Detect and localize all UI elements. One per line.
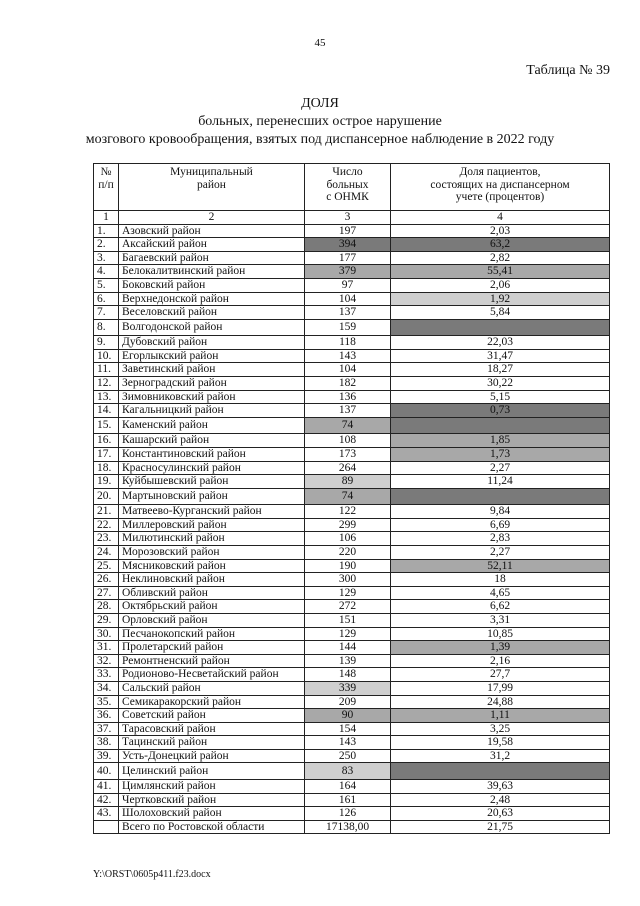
patient-count: 104 [305, 363, 391, 377]
district-name: Сальский район [119, 681, 305, 695]
table-row [94, 251, 610, 265]
table-row [94, 306, 610, 320]
table-row [94, 559, 610, 573]
district-name: Зимовниковский район [119, 390, 305, 404]
patient-count: 161 [305, 793, 391, 807]
table-row [94, 709, 610, 723]
patient-count: 97 [305, 278, 391, 292]
column-number: 2 [119, 211, 305, 225]
row-number: 8. [94, 319, 119, 336]
row-number: 12. [94, 377, 119, 391]
row-number: 18. [94, 461, 119, 475]
dispensary-share: 1,73 [391, 447, 610, 461]
row-number: 3. [94, 251, 119, 265]
dispensary-share: 19,58 [391, 736, 610, 750]
row-number: 21. [94, 505, 119, 519]
column-numbers-row [94, 211, 610, 225]
district-name: Константиновский район [119, 447, 305, 461]
district-name: Веселовский район [119, 306, 305, 320]
dispensary-share: 5,84 [391, 306, 610, 320]
patient-count: 89 [305, 475, 391, 489]
total-row [94, 820, 610, 834]
dispensary-share: 20,63 [391, 807, 610, 821]
header-row [94, 164, 610, 211]
table-row [94, 681, 610, 695]
district-name: Ремонтненский район [119, 654, 305, 668]
row-number: 33. [94, 668, 119, 682]
dispensary-share: 52,11 [391, 559, 610, 573]
row-number: 43. [94, 807, 119, 821]
table-number: Таблица № 39 [526, 63, 610, 78]
dispensary-share: 30,22 [391, 377, 610, 391]
dispensary-share: 2,06 [391, 278, 610, 292]
row-number: 13. [94, 390, 119, 404]
dispensary-share: 2,27 [391, 461, 610, 475]
patient-count: 250 [305, 749, 391, 763]
patient-count: 299 [305, 518, 391, 532]
row-number: 17. [94, 447, 119, 461]
patient-count: 129 [305, 586, 391, 600]
table-row [94, 627, 610, 641]
patient-count: 220 [305, 545, 391, 559]
row-number: 16. [94, 434, 119, 448]
patient-count: 118 [305, 336, 391, 350]
row-number: 27. [94, 586, 119, 600]
dispensary-share: 1,92 [391, 292, 610, 306]
dispensary-share: 9,84 [391, 505, 610, 519]
table-row [94, 749, 610, 763]
district-name: Кашарский район [119, 434, 305, 448]
row-number: 9. [94, 336, 119, 350]
patient-count: 154 [305, 722, 391, 736]
patient-count: 272 [305, 600, 391, 614]
district-name: Мартыновский район [119, 488, 305, 505]
row-number: 2. [94, 238, 119, 252]
table-row [94, 695, 610, 709]
row-number: 7. [94, 306, 119, 320]
dispensary-share: 31,2 [391, 749, 610, 763]
row-number: 19. [94, 475, 119, 489]
table-row [94, 779, 610, 793]
patient-count: 143 [305, 736, 391, 750]
table-row [94, 238, 610, 252]
district-name: Целинский район [119, 763, 305, 780]
patient-count: 106 [305, 532, 391, 546]
district-name: Обливский район [119, 586, 305, 600]
patient-count: 159 [305, 319, 391, 336]
dispensary-share: 17,99 [391, 681, 610, 695]
district-name: Волгодонской район [119, 319, 305, 336]
dispensary-share: 6,62 [391, 600, 610, 614]
district-name: Белокалитвинский район [119, 265, 305, 279]
dispensary-share [391, 417, 610, 434]
table-row [94, 807, 610, 821]
patient-count: 394 [305, 238, 391, 252]
dispensary-share: 1,11 [391, 709, 610, 723]
table-row [94, 265, 610, 279]
district-name: Дубовский район [119, 336, 305, 350]
district-name: Песчанокопский район [119, 627, 305, 641]
table-row [94, 736, 610, 750]
table-row [94, 668, 610, 682]
patient-count: 144 [305, 641, 391, 655]
patient-count: 74 [305, 417, 391, 434]
district-name: Цимлянский район [119, 779, 305, 793]
district-name: Семикаракорский район [119, 695, 305, 709]
district-name: Шолоховский район [119, 807, 305, 821]
district-name: Морозовский район [119, 545, 305, 559]
dispensary-share: 3,31 [391, 613, 610, 627]
patient-count: 173 [305, 447, 391, 461]
row-number: 29. [94, 613, 119, 627]
row-number: 25. [94, 559, 119, 573]
table-row [94, 545, 610, 559]
header-district: Муниципальный район [119, 164, 305, 211]
data-table [93, 163, 610, 834]
patient-count: 137 [305, 306, 391, 320]
district-name: Куйбышевский район [119, 475, 305, 489]
table-row [94, 447, 610, 461]
district-name: Миллеровский район [119, 518, 305, 532]
dispensary-share: 18,27 [391, 363, 610, 377]
file-path-footer: Y:\ORST\0605p411.f23.docx [93, 869, 211, 880]
district-name: Советский район [119, 709, 305, 723]
dispensary-share [391, 488, 610, 505]
row-number: 30. [94, 627, 119, 641]
patient-count: 209 [305, 695, 391, 709]
patient-count: 300 [305, 573, 391, 587]
row-number: 4. [94, 265, 119, 279]
dispensary-share: 3,25 [391, 722, 610, 736]
table-row [94, 573, 610, 587]
dispensary-share: 2,82 [391, 251, 610, 265]
district-name: Багаевский район [119, 251, 305, 265]
title-line-1: ДОЛЯ [301, 96, 339, 111]
dispensary-share: 2,27 [391, 545, 610, 559]
district-name: Каменский район [119, 417, 305, 434]
dispensary-share: 6,69 [391, 518, 610, 532]
patient-count: 90 [305, 709, 391, 723]
row-number: 6. [94, 292, 119, 306]
district-name: Егорлыкский район [119, 349, 305, 363]
table-row [94, 278, 610, 292]
district-name: Усть-Донецкий район [119, 749, 305, 763]
page-number: 45 [314, 37, 326, 49]
dispensary-share: 2,16 [391, 654, 610, 668]
dispensary-share: 5,15 [391, 390, 610, 404]
row-number: 35. [94, 695, 119, 709]
total-blank [94, 820, 119, 834]
column-number: 1 [94, 211, 119, 225]
dispensary-share: 10,85 [391, 627, 610, 641]
dispensary-share: 11,24 [391, 475, 610, 489]
table-row [94, 363, 610, 377]
dispensary-share: 18 [391, 573, 610, 587]
dispensary-share: 2,03 [391, 224, 610, 238]
table-row [94, 763, 610, 780]
patient-count: 379 [305, 265, 391, 279]
dispensary-share: 2,48 [391, 793, 610, 807]
title-line-3: мозгового кровообращения, взятых под диспансерное наблюдение в 2022 году [85, 132, 555, 147]
row-number: 37. [94, 722, 119, 736]
dispensary-share: 39,63 [391, 779, 610, 793]
district-name: Орловский район [119, 613, 305, 627]
patient-count: 137 [305, 404, 391, 418]
dispensary-share: 1,85 [391, 434, 610, 448]
district-name: Тацинский район [119, 736, 305, 750]
table-row [94, 654, 610, 668]
row-number: 41. [94, 779, 119, 793]
patient-count: 83 [305, 763, 391, 780]
district-name: Матвеево-Курганский район [119, 505, 305, 519]
row-number: 22. [94, 518, 119, 532]
dispensary-share: 63,2 [391, 238, 610, 252]
table-row [94, 292, 610, 306]
table-row [94, 319, 610, 336]
patient-count: 151 [305, 613, 391, 627]
patient-count: 139 [305, 654, 391, 668]
patient-count: 177 [305, 251, 391, 265]
table-row [94, 586, 610, 600]
patient-count: 143 [305, 349, 391, 363]
district-name: Кагальницкий район [119, 404, 305, 418]
table-row [94, 600, 610, 614]
dispensary-share: 22,03 [391, 336, 610, 350]
table-row [94, 390, 610, 404]
district-name: Тарасовский район [119, 722, 305, 736]
district-name: Мясниковский район [119, 559, 305, 573]
row-number: 26. [94, 573, 119, 587]
document-title [0, 95, 640, 149]
district-name: Чертковский район [119, 793, 305, 807]
row-number: 15. [94, 417, 119, 434]
patient-count: 197 [305, 224, 391, 238]
district-name: Заветинский район [119, 363, 305, 377]
table-row [94, 461, 610, 475]
row-number: 23. [94, 532, 119, 546]
table-row [94, 641, 610, 655]
patient-count: 339 [305, 681, 391, 695]
table-row [94, 532, 610, 546]
table-row [94, 475, 610, 489]
patient-count: 104 [305, 292, 391, 306]
patient-count: 129 [305, 627, 391, 641]
dispensary-share: 0,73 [391, 404, 610, 418]
dispensary-share: 27,7 [391, 668, 610, 682]
table-row [94, 404, 610, 418]
column-number: 3 [305, 211, 391, 225]
district-name: Зерноградский район [119, 377, 305, 391]
dispensary-share: 31,47 [391, 349, 610, 363]
row-number: 36. [94, 709, 119, 723]
row-number: 38. [94, 736, 119, 750]
district-name: Пролетарский район [119, 641, 305, 655]
patient-count: 122 [305, 505, 391, 519]
row-number: 24. [94, 545, 119, 559]
dispensary-share: 1,39 [391, 641, 610, 655]
row-number: 42. [94, 793, 119, 807]
patient-count: 108 [305, 434, 391, 448]
table-row [94, 488, 610, 505]
row-number: 34. [94, 681, 119, 695]
row-number: 28. [94, 600, 119, 614]
patient-count: 182 [305, 377, 391, 391]
table-row [94, 377, 610, 391]
header-count: Число больных с ОНМК [305, 164, 391, 211]
row-number: 40. [94, 763, 119, 780]
district-name: Неклиновский район [119, 573, 305, 587]
district-name: Азовский район [119, 224, 305, 238]
table-row [94, 613, 610, 627]
patient-count: 264 [305, 461, 391, 475]
row-number: 32. [94, 654, 119, 668]
patient-count: 136 [305, 390, 391, 404]
total-label: Всего по Ростовской области [119, 820, 305, 834]
row-number: 14. [94, 404, 119, 418]
table-row [94, 793, 610, 807]
dispensary-share: 24,88 [391, 695, 610, 709]
table-row [94, 349, 610, 363]
district-name: Верхнедонской район [119, 292, 305, 306]
dispensary-share [391, 763, 610, 780]
row-number: 5. [94, 278, 119, 292]
patient-count: 190 [305, 559, 391, 573]
patient-count: 148 [305, 668, 391, 682]
row-number: 20. [94, 488, 119, 505]
row-number: 31. [94, 641, 119, 655]
row-number: 10. [94, 349, 119, 363]
patient-count: 164 [305, 779, 391, 793]
table-row [94, 722, 610, 736]
row-number: 39. [94, 749, 119, 763]
table-row [94, 224, 610, 238]
total-count: 17138,00 [305, 820, 391, 834]
header-share: Доля пациентов, состоящих на диспансерном учете (процентов) [391, 164, 610, 211]
table-row [94, 505, 610, 519]
table-row [94, 434, 610, 448]
dispensary-share [391, 319, 610, 336]
dispensary-share: 55,41 [391, 265, 610, 279]
table-row [94, 336, 610, 350]
column-number: 4 [391, 211, 610, 225]
title-line-2: больных, перенесших острое нарушение [198, 114, 442, 129]
patient-count: 126 [305, 807, 391, 821]
district-name: Боковский район [119, 278, 305, 292]
table-row [94, 417, 610, 434]
district-name: Октябрьский район [119, 600, 305, 614]
district-name: Красносулинский район [119, 461, 305, 475]
header-number: № п/п [94, 164, 119, 211]
table-row [94, 518, 610, 532]
district-name: Милютинский район [119, 532, 305, 546]
total-share: 21,75 [391, 820, 610, 834]
district-name: Аксайский район [119, 238, 305, 252]
dispensary-share: 2,83 [391, 532, 610, 546]
row-number: 11. [94, 363, 119, 377]
dispensary-share: 4,65 [391, 586, 610, 600]
district-name: Родионово-Несветайский район [119, 668, 305, 682]
patient-count: 74 [305, 488, 391, 505]
row-number: 1. [94, 224, 119, 238]
